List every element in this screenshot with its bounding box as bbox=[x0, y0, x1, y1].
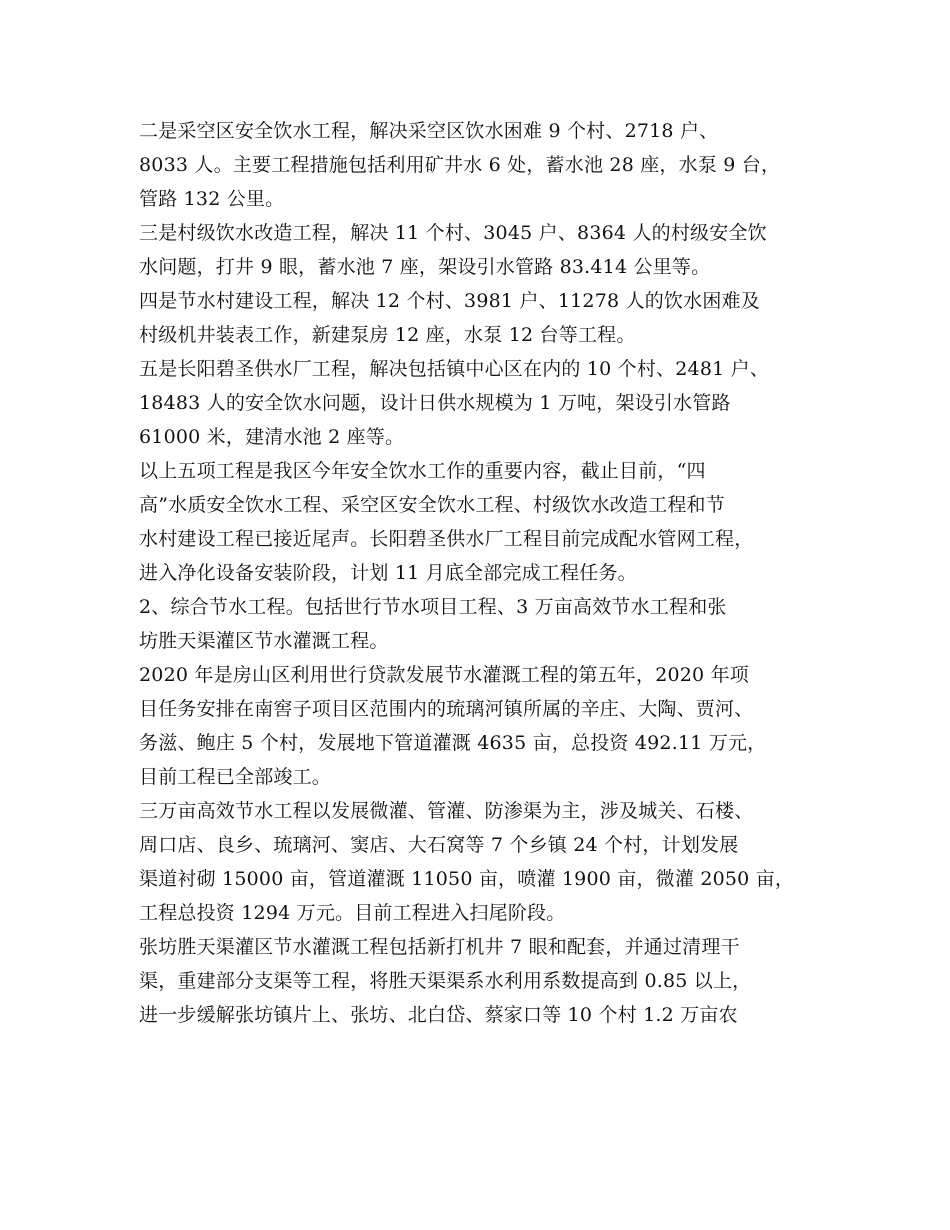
text-line: 目前工程已全部竣工。 bbox=[139, 766, 332, 788]
text-line: 三是村级饮水改造工程，解决 11 个村、3045 户、8364 人的村级安全饮 bbox=[139, 222, 767, 244]
text-line: 2、综合节水工程。包括世行节水项目工程、3 万亩高效节水工程和张 bbox=[139, 596, 727, 618]
text-line: 张坊胜天渠灌区节水灌溉工程包括新打机井 7 眼和配套，并通过清理干 bbox=[139, 936, 740, 958]
text-line: 渠，重建部分支渠等工程，将胜天渠渠系水利用系数提高到 0.85 以上， bbox=[139, 970, 752, 992]
text-line: 以上五项工程是我区今年安全饮水工作的重要内容，截止目前，“四 bbox=[139, 460, 706, 482]
text-line: 坊胜天渠灌区节水灌溉工程。 bbox=[139, 630, 389, 652]
text-line: 四是节水村建设工程，解决 12 个村、3981 户、11278 人的饮水困难及 bbox=[139, 290, 760, 312]
text-line: 周口店、良乡、琉璃河、窦店、大石窝等 7 个乡镇 24 个村，计划发展 bbox=[139, 834, 739, 856]
text-line: 8033 人。主要工程措施包括利用矿井水 6 处，蓄水池 28 座，水泵 9 台， bbox=[139, 154, 781, 176]
text-line: 二是采空区安全饮水工程，解决采空区饮水困难 9 个村、2718 户、 bbox=[139, 120, 719, 142]
text-line: 18483 人的安全饮水问题，设计日供水规模为 1 万吨，架设引水管路 bbox=[139, 392, 731, 414]
text-line: 目任务安排在南窖子项目区范围内的琉璃河镇所属的辛庄、大陶、贾河、 bbox=[139, 698, 754, 720]
text-line: 2020 年是房山区利用世行贷款发展节水灌溉工程的第五年，2020 年项 bbox=[139, 664, 749, 686]
text-line: 村级机井装表工作，新建泵房 12 座，水泵 12 台等工程。 bbox=[139, 324, 636, 346]
text-line: 工程总投资 1294 万元。目前工程进入扫尾阶段。 bbox=[139, 902, 566, 924]
text-line: 水村建设工程已接近尾声。长阳碧圣供水厂工程目前完成配水管网工程， bbox=[139, 528, 754, 550]
text-line: 管路 132 公里。 bbox=[139, 188, 285, 210]
text-line: 进一步缓解张坊镇片上、张坊、北白岱、蔡家口等 10 个村 1.2 万亩农 bbox=[139, 1004, 738, 1026]
text-line: 渠道衬砌 15000 亩，管道灌溉 11050 亩，喷灌 1900 亩，微灌 2050 亩， bbox=[139, 868, 795, 890]
text-line: 水问题，打井 9 眼，蓄水池 7 座，架设引水管路 83.414 公里等。 bbox=[139, 256, 711, 278]
text-line: 务滋、鲍庄 5 个村，发展地下管道灌溉 4635 亩，总投资 492.11 万元， bbox=[139, 732, 767, 754]
text-line: 61000 米，建清水池 2 座等。 bbox=[139, 426, 405, 448]
document-body bbox=[139, 114, 839, 1032]
text-line: 五是长阳碧圣供水厂工程，解决包括镇中心区在内的 10 个村、2481 户、 bbox=[139, 358, 770, 380]
text-line: 三万亩高效节水工程以发展微灌、管灌、防渗渠为主，涉及城关、石楼、 bbox=[139, 800, 754, 822]
text-line: 高”水质安全饮水工程、采空区安全饮水工程、村级饮水改造工程和节 bbox=[139, 494, 725, 516]
text-line: 进入净化设备安装阶段，计划 11 月底全部完成工程任务。 bbox=[139, 562, 637, 584]
